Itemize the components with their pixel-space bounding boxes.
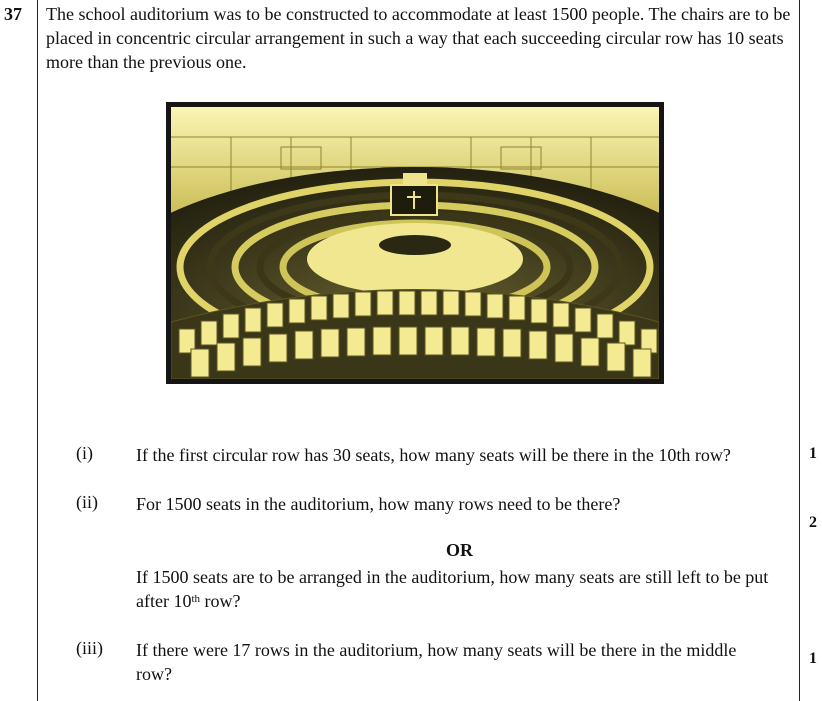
part-ii-marks: 2: [809, 514, 817, 531]
auditorium-image: [166, 102, 664, 384]
question-number: 37: [4, 4, 22, 24]
part-iii-text: If there were 17 rows in the auditorium, how many seats will be there in the middle row?: [136, 640, 737, 684]
part-ii-label: (ii): [76, 492, 98, 512]
auditorium-illustration: [171, 107, 659, 379]
or-separator: OR: [446, 540, 473, 560]
part-i-label: (i): [76, 443, 93, 463]
part-iii-label: (iii): [76, 638, 103, 658]
part-iii-marks: 1: [809, 650, 817, 667]
alt-text-after: row?: [200, 591, 241, 611]
left-margin-line: [37, 0, 38, 701]
alt-sup: th: [191, 593, 201, 605]
part-ii-alternative-text: [136, 565, 786, 613]
question-stem: The school auditorium was to be constructed to accommodate at least 1500 people. The chairs are to be placed in concentric circular arrangement in such a way that each succeeding circular row has 10 seats more than the previous one.: [46, 4, 791, 72]
alt-text-before: If 1500 seats are to be arranged in the auditorium, how many seats are still left to be put after 10: [136, 567, 769, 611]
part-ii-text: For 1500 seats in the auditorium, how many rows need to be there?: [136, 494, 621, 514]
marks-column-line: [799, 0, 800, 701]
part-i-marks: 1: [809, 445, 817, 462]
part-i-text: If the first circular row has 30 seats, how many seats will be there in the 10th row?: [136, 445, 731, 465]
